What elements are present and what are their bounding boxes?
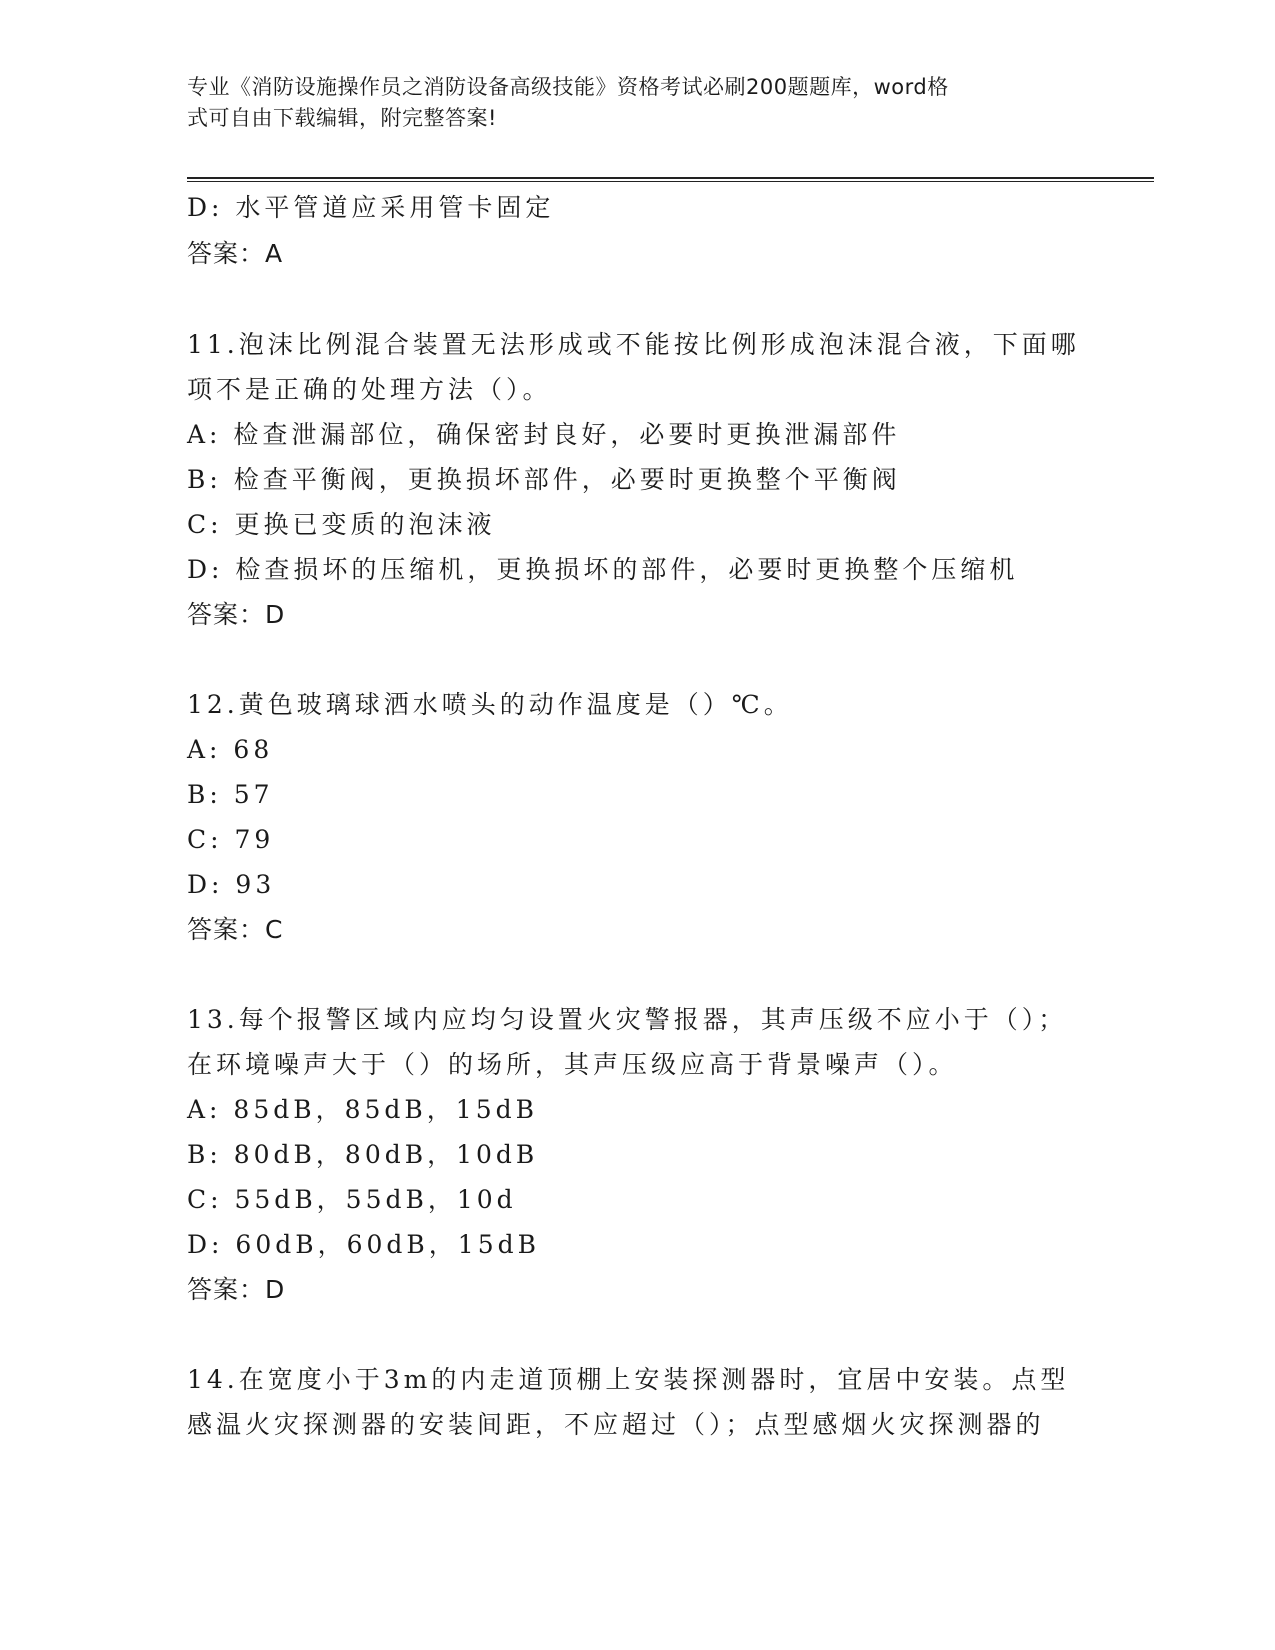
- option-a-q11: A: 检查泄漏部位，确保密封良好，必要时更换泄漏部件: [187, 420, 901, 449]
- question-14-line-1: 14.在宽度小于3m的内走道顶棚上安装探测器时，宜居中安装。点型: [187, 1365, 1070, 1394]
- question-14-line-2: 感温火灾探测器的安装间距，不应超过（）；点型感烟火灾探测器的: [187, 1410, 1045, 1439]
- option-c-q13: C: 55dB，55dB，10d: [187, 1185, 517, 1214]
- option-d-q11: D: 检查损坏的压缩机，更换损坏的部件，必要时更换整个压缩机: [187, 555, 1019, 584]
- answer-q10: 答案：A: [187, 239, 284, 268]
- answer-q13: 答案：D: [187, 1275, 286, 1304]
- question-13-line-2: 在环境噪声大于（）的场所，其声压级应高于背景噪声（）。: [187, 1050, 958, 1079]
- option-b-q11: B: 检查平衡阀，更换损坏部件，必要时更换整个平衡阀: [187, 465, 901, 494]
- question-11-line-1: 11.泡沫比例混合装置无法形成或不能按比例形成泡沫混合液，下面哪: [187, 330, 1080, 359]
- option-a-q12: A: 68: [187, 735, 274, 764]
- option-c-q12: C: 79: [187, 825, 275, 854]
- option-a-q13: A: 85dB，85dB，15dB: [187, 1095, 538, 1124]
- question-11-line-2: 项不是正确的处理方法（）。: [187, 375, 552, 404]
- option-b-q13: B: 80dB，80dB，10dB: [187, 1140, 539, 1169]
- document-header: [187, 72, 1087, 134]
- header-title-line-1: 专业《消防设施操作员之消防设备高级技能》资格考试必刷200题题库，word格: [187, 75, 949, 99]
- answer-q11: 答案：D: [187, 600, 286, 629]
- option-d-q12: D: 93: [187, 870, 276, 899]
- option-b-q12: B: 57: [187, 780, 274, 809]
- option-d-q10: D: 水平管道应采用管卡固定: [187, 193, 555, 222]
- question-12: 12.黄色玻璃球洒水喷头的动作温度是（）℃。: [187, 690, 793, 719]
- header-title-line-2: 式可自由下载编辑，附完整答案!: [187, 106, 497, 130]
- option-c-q11: C: 更换已变质的泡沫液: [187, 510, 496, 539]
- answer-q12: 答案：C: [187, 915, 284, 944]
- question-13-line-1: 13.每个报警区域内应均匀设置火灾警报器，其声压级不应小于（）；: [187, 1005, 1068, 1034]
- header-rule-thin: [187, 181, 1154, 182]
- header-rule-thick: [187, 177, 1154, 179]
- option-d-q13: D: 60dB，60dB，15dB: [187, 1230, 540, 1259]
